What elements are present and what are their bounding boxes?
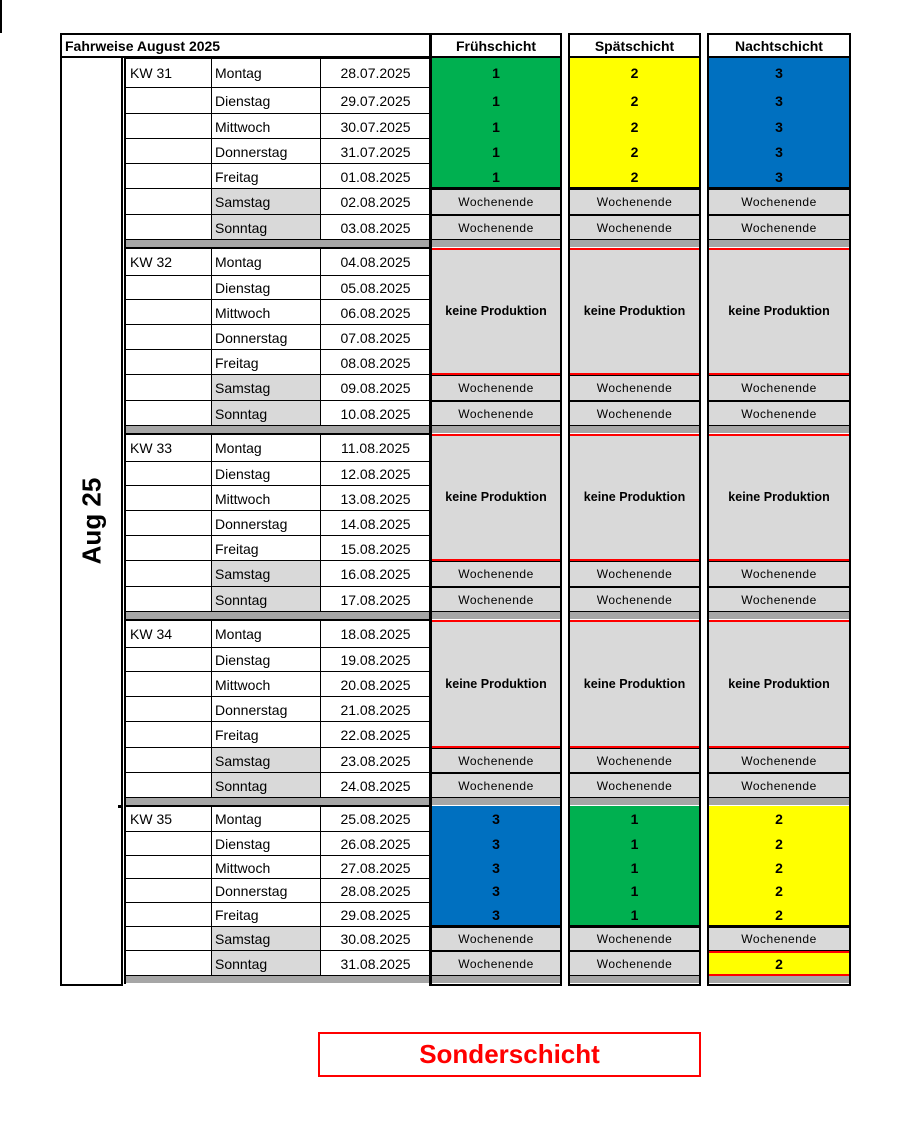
day-date: 05.08.2025: [320, 276, 430, 300]
day-date: 28.07.2025: [320, 58, 430, 88]
weekend-cell: Wochenende: [568, 375, 701, 401]
week-top-line: [125, 57, 430, 59]
weekend-cell: Wochenende: [707, 561, 851, 587]
week-label: KW 34: [130, 626, 173, 642]
shift-cell: 2: [568, 58, 701, 88]
week-top-line: [125, 619, 430, 621]
day-name: Sonntag: [211, 773, 320, 798]
weekend-cell: Wochenende: [707, 401, 851, 426]
weekend-cell: Wochenende: [568, 401, 701, 426]
shift-cell: 2: [707, 806, 851, 832]
weekend-cell: Wochenende: [430, 951, 562, 976]
no-production-cell: keine Produktion: [707, 620, 851, 748]
shift-cell: 1: [568, 832, 701, 856]
weekend-cell: Wochenende: [707, 927, 851, 951]
shift-cell: 1: [568, 856, 701, 879]
shift-cell: 3: [430, 832, 562, 856]
shift-block-border: [707, 925, 851, 927]
shift-cell: 2: [568, 164, 701, 189]
day-name: Montag: [211, 434, 320, 462]
day-name: Montag: [211, 620, 320, 648]
shift-cell: 2: [707, 903, 851, 927]
day-date: 27.08.2025: [320, 856, 430, 879]
day-date: 30.07.2025: [320, 114, 430, 139]
day-name: Mittwoch: [211, 114, 320, 139]
shift-cell: 1: [430, 164, 562, 189]
weekend-cell: Wochenende: [568, 951, 701, 976]
week-separator: [568, 426, 701, 433]
shift-cell: 2: [568, 114, 701, 139]
weekend-cell: Wochenende: [430, 401, 562, 426]
shift-col-left: [568, 33, 570, 986]
no-production-cell: keine Produktion: [707, 434, 851, 561]
week-separator: [707, 976, 851, 983]
day-name: Samstag: [211, 927, 320, 951]
shift-header-2: Nachtschicht: [707, 33, 851, 58]
weekend-cell: Wochenende: [430, 748, 562, 773]
shift-col-bottom: [568, 984, 701, 986]
week-separator: [707, 798, 851, 805]
shift-cell: 1: [568, 806, 701, 832]
day-name: Freitag: [211, 350, 320, 375]
week-top-line: [125, 805, 430, 807]
weekend-cell: Wochenende: [430, 375, 562, 401]
day-name: Donnerstag: [211, 139, 320, 164]
day-date: 28.08.2025: [320, 879, 430, 903]
day-name: Sonntag: [211, 587, 320, 612]
shift-col-right: [849, 33, 851, 986]
day-date: 25.08.2025: [320, 806, 430, 832]
week-separator: [707, 612, 851, 619]
no-production-cell: keine Produktion: [568, 434, 701, 561]
no-production-cell: keine Produktion: [430, 248, 562, 375]
shift-cell: 1: [430, 58, 562, 88]
weekend-cell: Wochenende: [430, 189, 562, 215]
day-name: Donnerstag: [211, 511, 320, 536]
week-separator: [430, 798, 562, 805]
day-name: Dienstag: [211, 648, 320, 672]
day-name: Mittwoch: [211, 300, 320, 325]
day-name: Donnerstag: [211, 879, 320, 903]
no-production-cell: keine Produktion: [430, 620, 562, 748]
shift-cell: 2: [568, 139, 701, 164]
day-name: Montag: [211, 806, 320, 832]
day-name: Montag: [211, 58, 320, 88]
week-label: KW 31: [130, 65, 173, 81]
day-date: 15.08.2025: [320, 536, 430, 561]
day-name: Dienstag: [211, 88, 320, 114]
shift-cell: 3: [707, 88, 851, 114]
shift-header-1: Spätschicht: [568, 33, 701, 58]
day-name: Donnerstag: [211, 325, 320, 350]
day-date: 30.08.2025: [320, 927, 430, 951]
special-shift-cell: 2: [707, 951, 851, 976]
week-top-line: [125, 433, 430, 435]
day-name: Freitag: [211, 536, 320, 561]
no-production-cell: keine Produktion: [568, 620, 701, 748]
day-date: 23.08.2025: [320, 748, 430, 773]
day-name: Samstag: [211, 375, 320, 401]
weekend-cell: Wochenende: [430, 561, 562, 587]
day-name: Freitag: [211, 903, 320, 927]
day-date: 31.07.2025: [320, 139, 430, 164]
shift-col-bottom: [430, 984, 562, 986]
shift-block-border: [430, 925, 562, 927]
day-date: 13.08.2025: [320, 486, 430, 511]
shift-cell: 1: [568, 903, 701, 927]
weekend-cell: Wochenende: [568, 215, 701, 240]
weekend-cell: Wochenende: [707, 587, 851, 612]
legend-box: [318, 1032, 701, 1077]
day-date: 16.08.2025: [320, 561, 430, 587]
weekend-cell: Wochenende: [568, 927, 701, 951]
day-date: 18.08.2025: [320, 620, 430, 648]
kw35-left-thick: [118, 805, 121, 808]
shift-cell: 3: [430, 903, 562, 927]
day-date: 02.08.2025: [320, 189, 430, 215]
week-top-line: [125, 247, 430, 249]
day-name: Dienstag: [211, 462, 320, 486]
shift-cell: 3: [707, 114, 851, 139]
day-name: Mittwoch: [211, 672, 320, 697]
shift-cell: 3: [430, 856, 562, 879]
shift-col-right: [699, 33, 701, 986]
day-date: 07.08.2025: [320, 325, 430, 350]
day-name: Freitag: [211, 164, 320, 189]
week-separator: [430, 240, 562, 247]
day-date: 09.08.2025: [320, 375, 430, 401]
weekend-cell: Wochenende: [707, 189, 851, 215]
day-date: 21.08.2025: [320, 697, 430, 722]
week-separator: [568, 798, 701, 805]
week-separator: [568, 976, 701, 983]
shift-cell: 3: [430, 806, 562, 832]
day-date: 29.08.2025: [320, 903, 430, 927]
shift-header-0: Frühschicht: [430, 33, 562, 58]
no-production-cell: keine Produktion: [707, 248, 851, 375]
day-name: Mittwoch: [211, 486, 320, 511]
day-date: 11.08.2025: [320, 434, 430, 462]
shift-cell: 2: [707, 832, 851, 856]
shift-cell: 1: [430, 88, 562, 114]
shift-cell: 3: [707, 164, 851, 189]
week-separator: [126, 240, 430, 247]
week-separator: [126, 426, 430, 433]
day-name: Samstag: [211, 748, 320, 773]
week-separator: [126, 798, 430, 805]
day-name: Montag: [211, 248, 320, 276]
day-date: 12.08.2025: [320, 462, 430, 486]
day-name: Freitag: [211, 722, 320, 748]
weekend-cell: Wochenende: [707, 748, 851, 773]
shift-block-border: [568, 187, 701, 189]
shift-cell: 3: [707, 58, 851, 88]
weekend-cell: Wochenende: [707, 773, 851, 798]
week-separator: [568, 240, 701, 247]
shift-cell: 3: [430, 879, 562, 903]
shift-cell: 2: [707, 879, 851, 903]
shift-cell: 2: [568, 88, 701, 114]
week-label: KW 32: [130, 254, 173, 270]
week-left-border: [124, 806, 126, 984]
shift-cell: 2: [707, 856, 851, 879]
day-date: 03.08.2025: [320, 215, 430, 240]
day-date: 14.08.2025: [320, 511, 430, 536]
shift-cell: 1: [430, 114, 562, 139]
shift-cell: 1: [430, 139, 562, 164]
week-separator: [707, 240, 851, 247]
cursor-mark: [0, 0, 2, 33]
weekend-cell: Wochenende: [568, 561, 701, 587]
weekend-cell: Wochenende: [430, 927, 562, 951]
week-separator: [126, 976, 430, 983]
week-separator: [430, 426, 562, 433]
day-date: 17.08.2025: [320, 587, 430, 612]
week-label: KW 33: [130, 440, 173, 456]
weekend-cell: Wochenende: [568, 748, 701, 773]
shift-cell: 1: [568, 879, 701, 903]
weekend-cell: Wochenende: [568, 587, 701, 612]
weekend-cell: Wochenende: [568, 189, 701, 215]
day-name: Samstag: [211, 561, 320, 587]
weekend-cell: Wochenende: [568, 773, 701, 798]
day-name: Dienstag: [211, 276, 320, 300]
no-production-cell: keine Produktion: [430, 434, 562, 561]
shift-block-border: [430, 187, 562, 189]
week-separator: [707, 426, 851, 433]
day-name: Sonntag: [211, 401, 320, 426]
weekend-cell: Wochenende: [707, 215, 851, 240]
week-separator: [568, 612, 701, 619]
day-date: 20.08.2025: [320, 672, 430, 697]
day-name: Sonntag: [211, 215, 320, 240]
day-date: 29.07.2025: [320, 88, 430, 114]
day-date: 22.08.2025: [320, 722, 430, 748]
weekend-cell: Wochenende: [430, 215, 562, 240]
weekend-cell: Wochenende: [430, 587, 562, 612]
shift-col-bottom: [707, 984, 851, 986]
shift-col-left: [707, 33, 709, 986]
no-production-cell: keine Produktion: [568, 248, 701, 375]
shift-cell: 3: [707, 139, 851, 164]
day-date: 31.08.2025: [320, 951, 430, 976]
weekend-cell: Wochenende: [430, 773, 562, 798]
day-name: Donnerstag: [211, 697, 320, 722]
day-date: 10.08.2025: [320, 401, 430, 426]
date-col-right: [429, 33, 431, 986]
week-separator: [430, 976, 562, 983]
legend-text: Sonderschicht: [419, 1039, 600, 1069]
month-column: [60, 58, 123, 986]
day-name: Samstag: [211, 189, 320, 215]
day-name: Dienstag: [211, 832, 320, 856]
day-date: 24.08.2025: [320, 773, 430, 798]
month-label: Aug 25: [76, 477, 106, 565]
day-date: 06.08.2025: [320, 300, 430, 325]
week-separator: [126, 612, 430, 619]
shift-block-border: [568, 925, 701, 927]
day-name: Mittwoch: [211, 856, 320, 879]
shift-block-border: [707, 187, 851, 189]
day-date: 08.08.2025: [320, 350, 430, 375]
day-date: 26.08.2025: [320, 832, 430, 856]
day-date: 04.08.2025: [320, 248, 430, 276]
week-label: KW 35: [130, 811, 173, 827]
weekend-cell: Wochenende: [707, 375, 851, 401]
week-separator: [430, 612, 562, 619]
shift-col-right: [560, 33, 562, 986]
day-name: Sonntag: [211, 951, 320, 976]
title-header: Fahrweise August 2025: [60, 33, 431, 58]
day-date: 19.08.2025: [320, 648, 430, 672]
day-date: 01.08.2025: [320, 164, 430, 189]
